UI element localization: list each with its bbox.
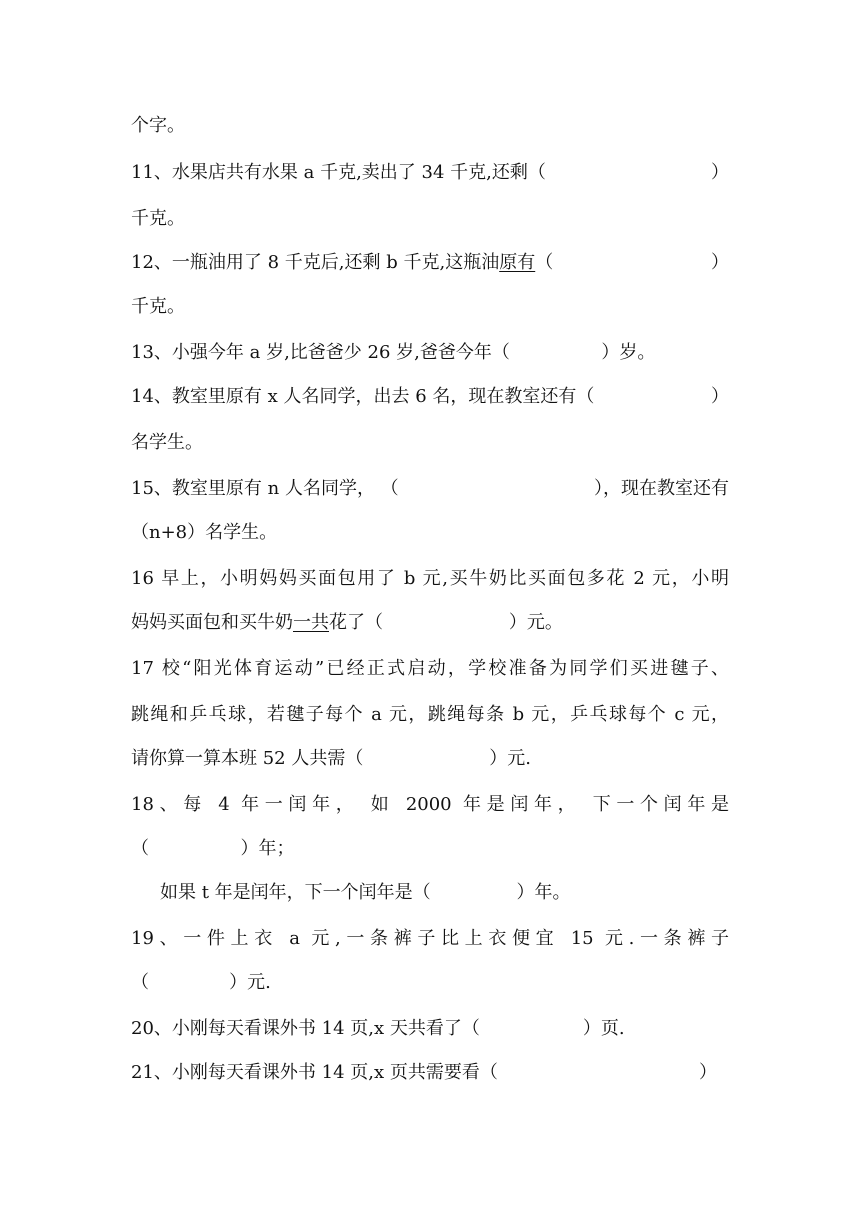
question-11-cont: 千克。 xyxy=(131,208,185,229)
question-14-cont: 名学生。 xyxy=(131,432,203,453)
question-15: 15、教室里原有 n 人名同学， （ ），现在教室还有 xyxy=(131,478,729,499)
question-20: 20、小刚每天看课外书 14 页,x 天共看了（ ）页. xyxy=(131,1018,625,1039)
question-16: 16 早上，小明妈妈买面包用了 b 元,买牛奶比买面包多花 2 元，小明 xyxy=(131,568,729,589)
question-13: 13、小强今年 a 岁,比爸爸少 26 岁,爸爸今年（ ）岁。 xyxy=(131,342,656,363)
question-12-cont: 千克。 xyxy=(131,296,185,317)
underlined-text: 一共 xyxy=(293,612,329,633)
underlined-text: 原有 xyxy=(499,252,536,273)
line-continuation: 个字。 xyxy=(131,115,185,136)
question-16-cont: 妈妈买面包和买牛奶一共花了（ ）元。 xyxy=(131,612,563,633)
question-17-cont: 跳绳和乒乓球，若毽子每个 a 元，跳绳每条 b 元，乒乓球每个 c 元， xyxy=(131,704,729,725)
question-12: 12、一瓶油用了 8 千克后,还剩 b 千克,这瓶油原有（ ） xyxy=(131,252,729,273)
question-17: 17 校“阳光体育运动”已经正式启动，学校准备为同学们买进毽子、 xyxy=(131,658,729,679)
question-14: 14、教室里原有 x 人名同学，出去 6 名，现在教室还有（ ） xyxy=(131,386,729,407)
question-15-cont: （n+8）名学生。 xyxy=(131,522,278,543)
question-17-cont2: 请你算一算本班 52 人共需（ ）元. xyxy=(131,748,531,769)
question-21: 21、小刚每天看课外书 14 页,x 页共需要看（ ） xyxy=(131,1062,717,1083)
question-11: 11、水果店共有水果 a 千克,卖出了 34 千克,还剩（ ） xyxy=(131,162,729,183)
question-18-cont2: 如果 t 年是闰年，下一个闰年是（ ）年。 xyxy=(160,882,571,903)
question-18-cont: （ ）年； xyxy=(131,838,295,859)
question-18: 18、每 4 年一闰年， 如 2000 年是闰年， 下一个闰年是 xyxy=(131,794,729,815)
question-19-cont: （ ）元. xyxy=(131,972,271,993)
question-19: 19、一件上衣 a 元,一条裤子比上衣便宜 15 元.一条裤子 xyxy=(131,928,729,949)
